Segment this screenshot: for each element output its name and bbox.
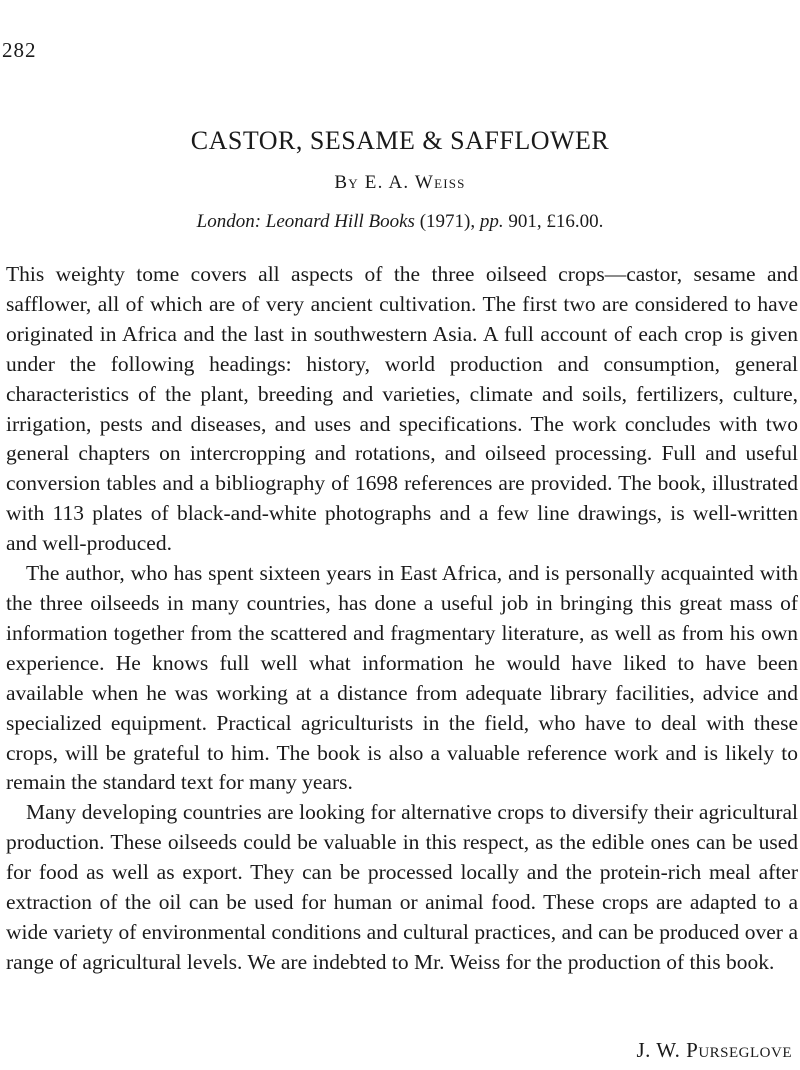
page-count: 901, <box>508 211 542 232</box>
publication-year: (1971), <box>419 211 476 232</box>
reviewer-signature: J. W. Purseglove <box>636 1038 792 1062</box>
book-title: CASTOR, SESAME & SAFFLOWER <box>190 126 610 155</box>
pages-label: pp. <box>479 211 504 232</box>
review-paragraph: The author, who has spent sixteen years in East Africa, and is personally acquainted with the three oilseeds in many countries, has done a useful job in bringing this great mass of information together from the scattered and fragmentary literature, as well as from his own experience. He knows full well what information he would have liked to have been available when he was working at a distance from adequate library facilities, advice and specialized equipment. Practical agriculturists in the field, who have to deal with these crops, will be grateful to him. The book is also a valuable reference work and is likely to remain the standard text for many years. <box>6 561 798 795</box>
review-body <box>6 260 798 978</box>
author-byline: By E. A. Weiss <box>334 172 466 193</box>
review-paragraph: This weighty tome covers all aspects of the three oilseed crops—castor, sesame and safflower, all of which are of very ancient cultivation. The first two are considered to have originated in Africa and the last in southwestern Asia. A full account of each crop is given under the following headings: history, world production and consumption, general characteristics of the plant, breeding and varieties, climate and soils, fertilizers, culture, irrigation, pests and diseases, and uses and specifications. The work concludes with two general chapters on intercropping and rotations, and oilseed processing. Full and useful conversion tables and a bibliography of 1698 references are provided. The book, illustrated with 113 plates of black-and-white photographs and a few line drawings, is well-written and well-produced. <box>6 262 798 556</box>
publication-info <box>0 211 800 233</box>
review-paragraph: Many developing countries are looking for alternative crops to diversify their agricultural production. These oilseeds could be valuable in this respect, as the edible ones can be used for food as well as export. They can be processed locally and the protein-rich meal after extraction of the oil can be used for human or animal food. These crops are adapted to a wide variety of environmental conditions and cultural practices, and can be produced over a range of agricultural levels. We are indebted to Mr. Weiss for the production of this book. <box>6 800 798 974</box>
publisher: London: Leonard Hill Books <box>196 211 415 232</box>
page-number: 282 <box>2 38 37 62</box>
price: £16.00. <box>546 211 604 232</box>
